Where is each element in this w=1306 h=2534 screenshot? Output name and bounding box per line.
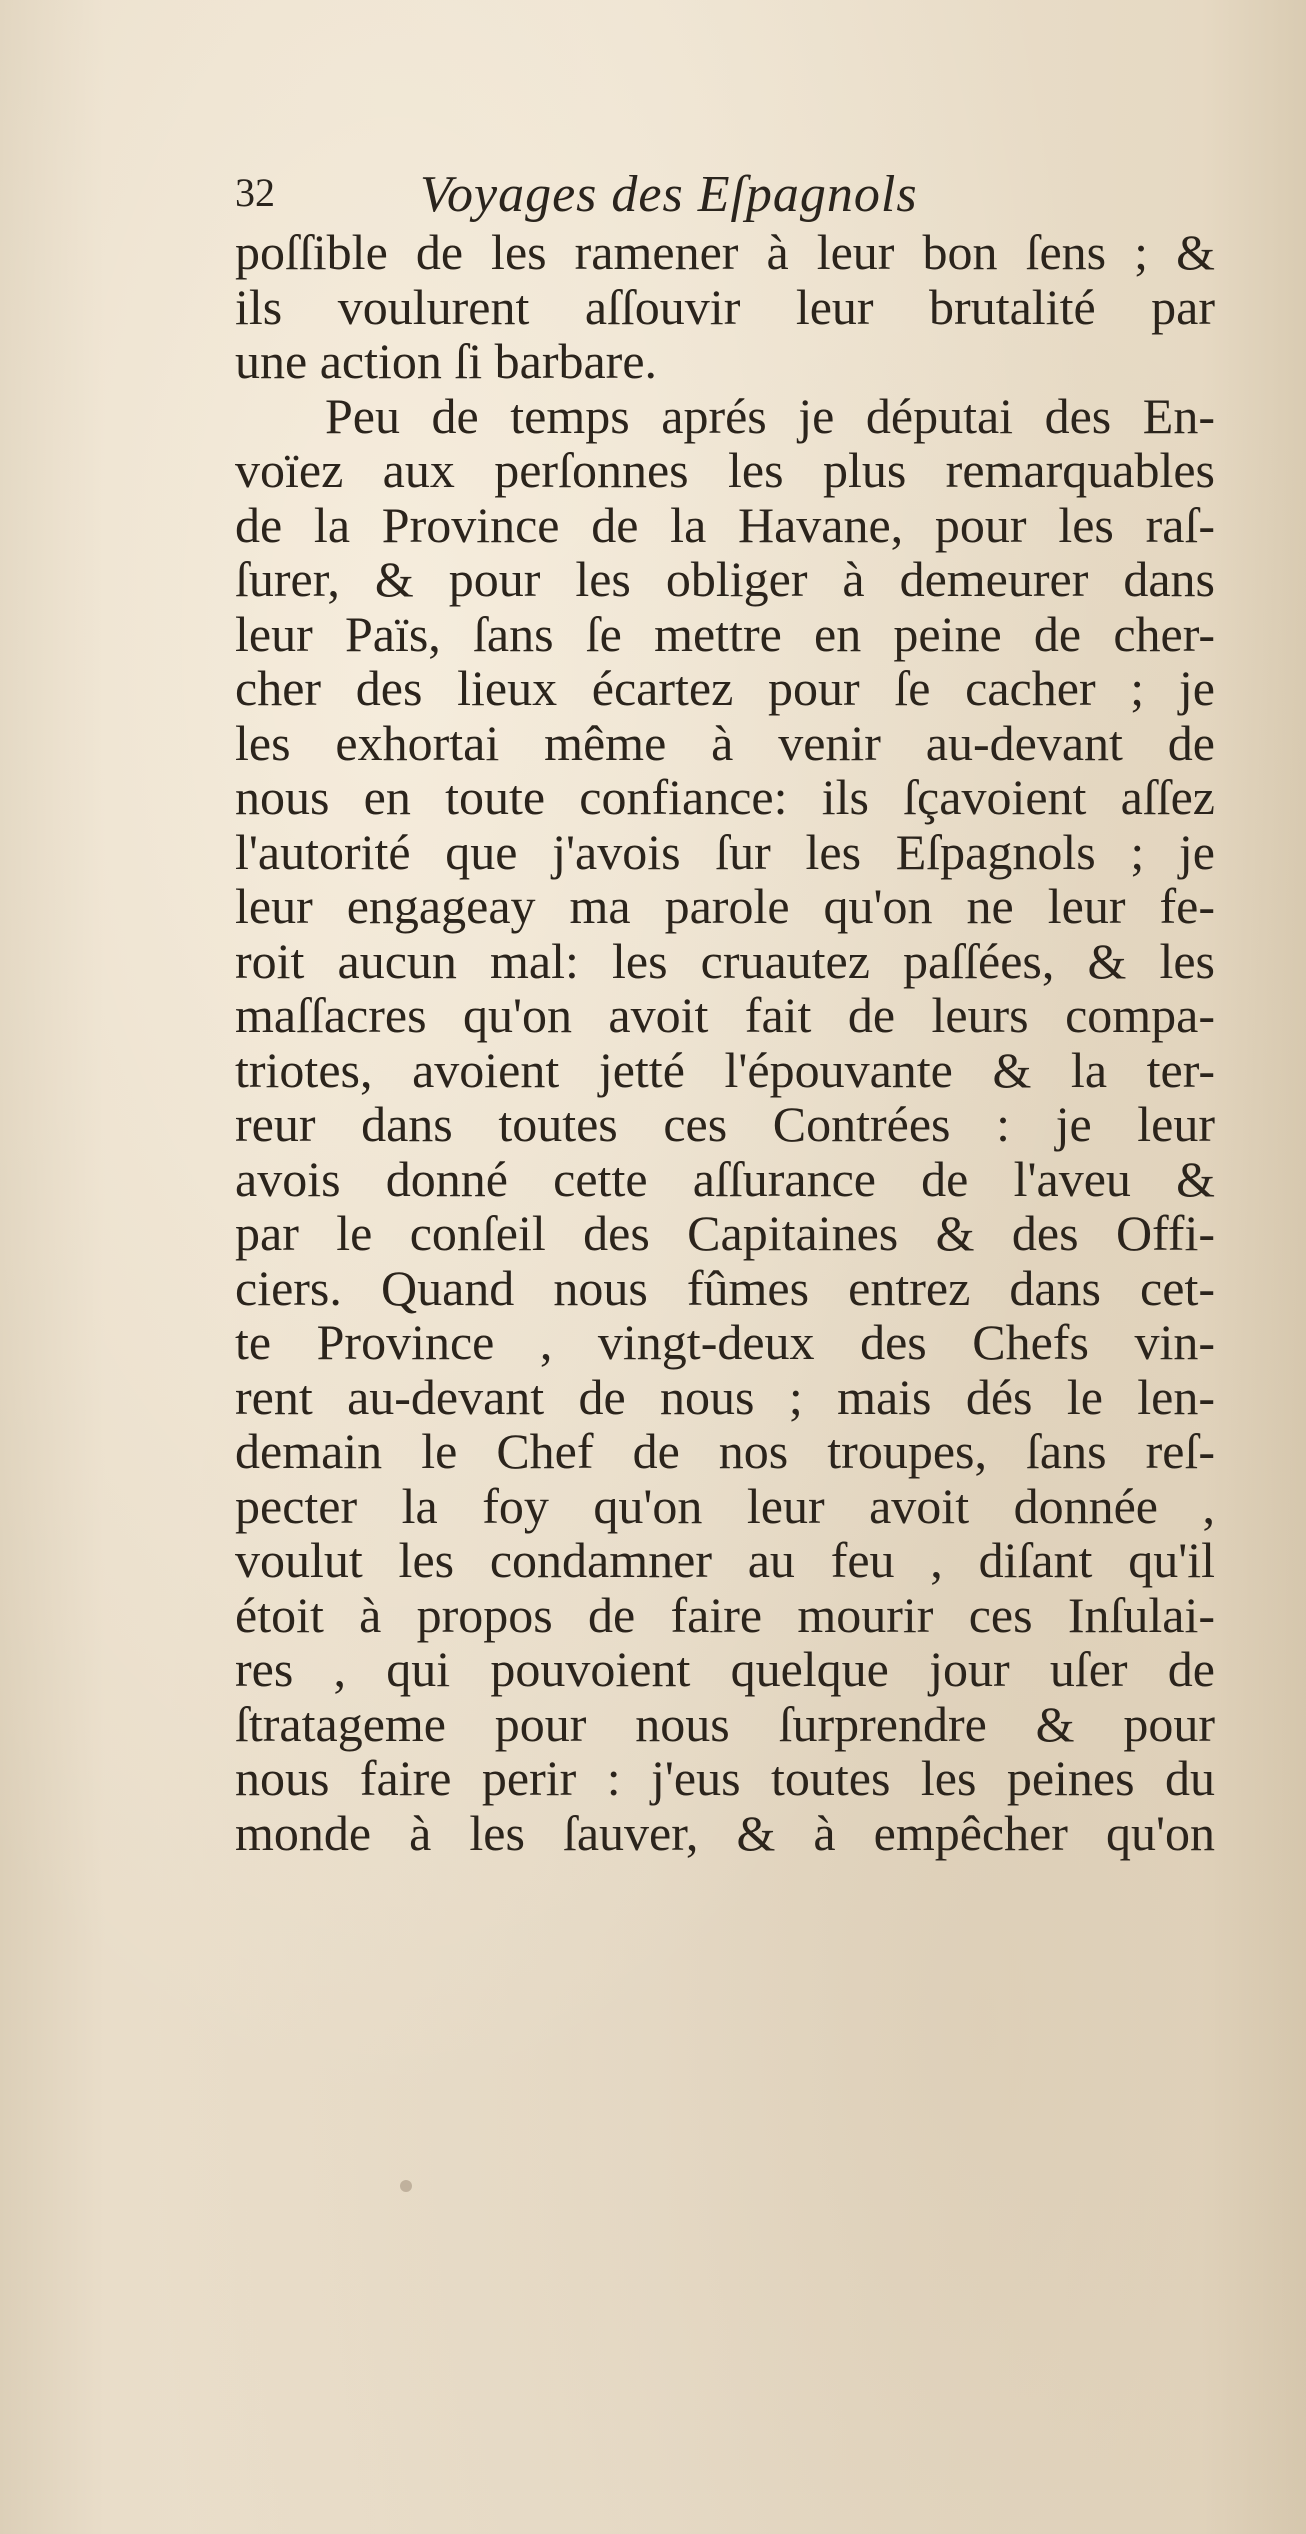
text-line: voulut les condamner au feu , diſant qu'il [235,1532,1215,1588]
text-line: demain le Chef de nos troupes, ſans reſ- [235,1423,1215,1479]
text-line: res , qui pouvoient quelque jour uſer de [235,1641,1215,1697]
text-line: maſſacres qu'on avoit fait de leurs compa- [235,987,1215,1043]
text-line: Peu de temps aprés je députai des En- [325,387,1215,444]
text-line: avois donné cette aſſurance de l'aveu & [235,1150,1215,1207]
text-line: ſtratageme pour nous ſurprendre & pour [235,1695,1215,1752]
text-line: te Province , vingt-deux des Chefs vin- [235,1314,1215,1370]
text-line: reur dans toutes ces Contrées : je leur [235,1096,1215,1152]
text-line: roit aucun mal: les cruautez paſſées, & les [235,932,1215,989]
text-line: triotes, avoient jetté l'épouvante & la ter- [235,1041,1215,1098]
text-line: par le conſeil des Capitaines & des Offi- [235,1205,1215,1261]
running-head [235,165,1135,225]
text-line: monde à les ſauver, & à empêcher qu'on [235,1804,1215,1861]
text-line: leur engageay ma parole qu'on ne leur fe- [235,878,1215,934]
text-line: nous faire perir : j'eus toutes les peines du [235,1750,1215,1806]
body-text [235,225,1215,1860]
text-line: de la Province de la Havane, pour les raſ- [235,496,1215,553]
text-line: les exhortai même à venir au-devant de [235,714,1215,771]
text-line: ciers. Quand nous fûmes entrez dans cet- [235,1259,1215,1316]
text-line: ſurer, & pour les obliger à demeurer dans [235,551,1215,607]
page-number: 32 [235,170,275,215]
text-line: une action ſi barbare. [235,333,658,389]
ink-spot [400,2180,412,2192]
text-line: voïez aux perſonnes les plus remarquables [235,442,1215,498]
text-line: rent au-devant de nous ; mais dés le len- [235,1368,1215,1425]
text-line: ils voulurent aſſouvir leur brutalité par [235,278,1215,335]
text-line: pecter la foy qu'on leur avoit donnée , [235,1477,1215,1534]
text-line: leur Païs, ſans ſe mettre en peine de cher- [235,605,1215,662]
text-line: cher des lieux écartez pour ſe cacher ; je [235,660,1215,716]
text-line: poſſible de les ramener à leur bon ſens ; & [235,224,1215,280]
text-line: étoit à propos de faire mourir ces Inſulai- [235,1586,1215,1643]
running-title: Voyages des Eſpagnols [420,166,918,223]
text-line: l'autorité que j'avois ſur les Eſpagnols ; je [235,823,1215,880]
text-line: nous en toute confiance: ils ſçavoient aſſez [235,769,1215,825]
